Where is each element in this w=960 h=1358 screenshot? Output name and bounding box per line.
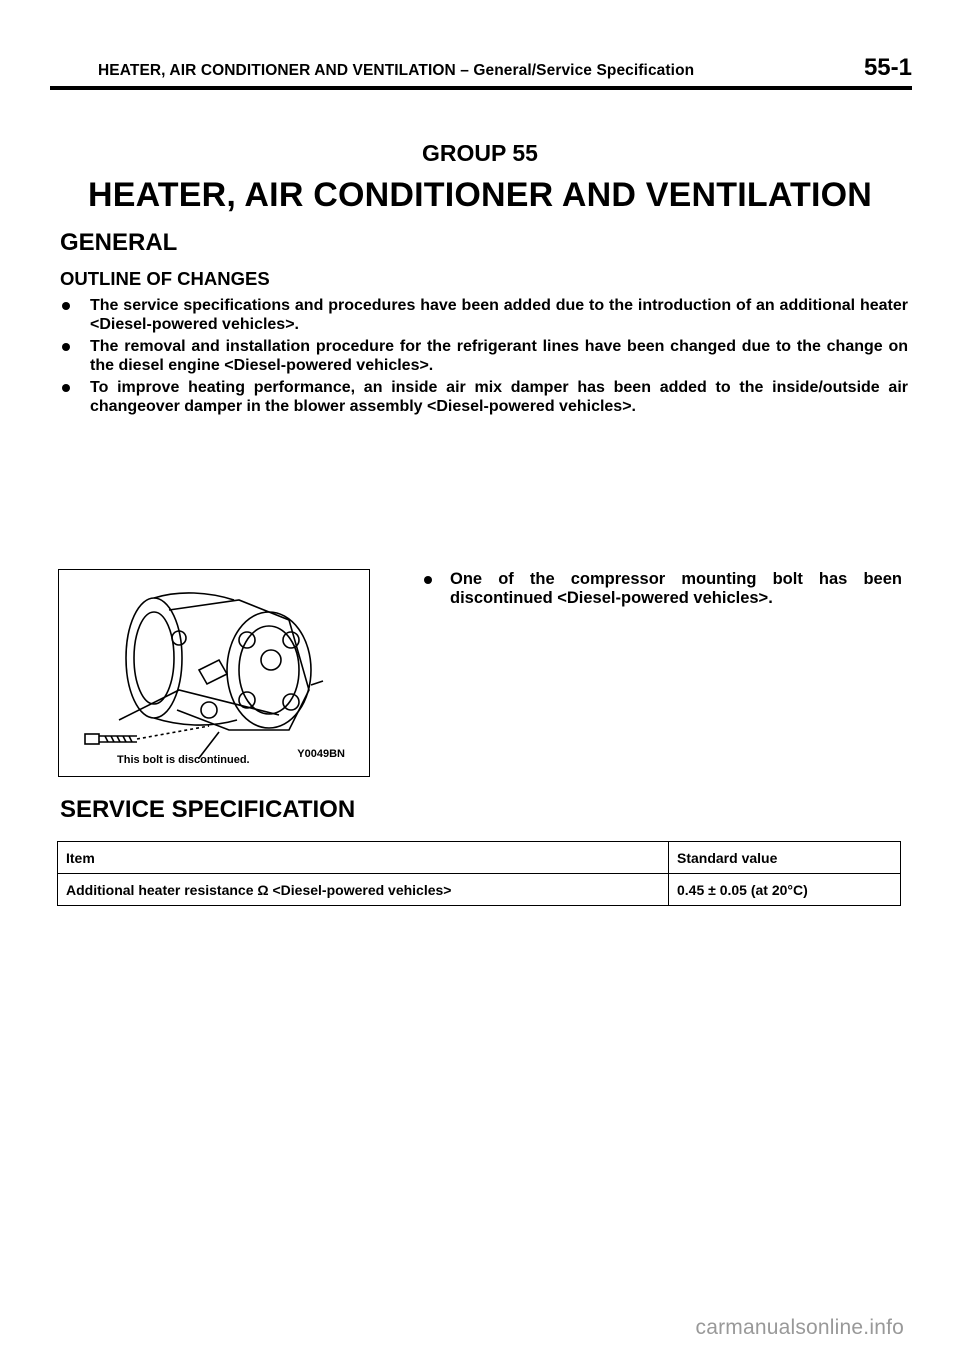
header-rule (50, 86, 912, 90)
figure-code: Y0049BN (297, 748, 345, 760)
running-head: HEATER, AIR CONDITIONER AND VENTILATION – General/Service Specification (98, 62, 695, 79)
list-item-text: To improve heating performance, an inside air mix damper has been added to the inside/outside air changeover damper in the blower assembly <Diesel-powered vehicles>. (90, 379, 908, 415)
bullet-icon (62, 302, 70, 310)
list-item-text: The service specifications and procedures have been added due to the introduction of an additional heater <Diesel-powered vehicles>. (90, 297, 908, 333)
figure-caption: This bolt is discontinued. (117, 754, 250, 766)
compressor-note (422, 570, 902, 608)
table-row (58, 874, 901, 906)
compressor-figure (58, 569, 370, 777)
list-item (60, 337, 908, 375)
watermark: carmanualsonline.info (695, 1316, 904, 1339)
bullet-icon (62, 384, 70, 392)
table-cell: 0.45 ± 0.05 (at 20°C) (669, 874, 901, 906)
table-header-cell: Item (58, 842, 669, 874)
compressor-note-text: One of the compressor mounting bolt has been discontinued <Diesel-powered vehicles>. (450, 570, 902, 607)
table-header-row (58, 842, 901, 874)
list-item-text: The removal and installation procedure for the refrigerant lines have been changed due to the change on the diesel engine <Diesel-powered vehicles>. (90, 338, 908, 374)
bullet-icon (62, 343, 70, 351)
service-heading: SERVICE SPECIFICATION (60, 796, 356, 823)
page-title: HEATER, AIR CONDITIONER AND VENTILATION (87, 176, 873, 214)
spec-table (57, 841, 901, 906)
outline-heading: OUTLINE OF CHANGES (60, 268, 270, 289)
page-number: 55-1 (863, 54, 912, 81)
list-item (60, 296, 908, 334)
outline-list (60, 296, 908, 419)
table-cell: Additional heater resistance Ω <Diesel-powered vehicles> (58, 874, 669, 906)
group-label: GROUP 55 (422, 140, 538, 166)
general-heading: GENERAL (60, 229, 178, 256)
compressor-illustration (59, 570, 369, 776)
bullet-icon (424, 576, 432, 584)
table-header-cell: Standard value (669, 842, 901, 874)
list-item (60, 378, 908, 416)
